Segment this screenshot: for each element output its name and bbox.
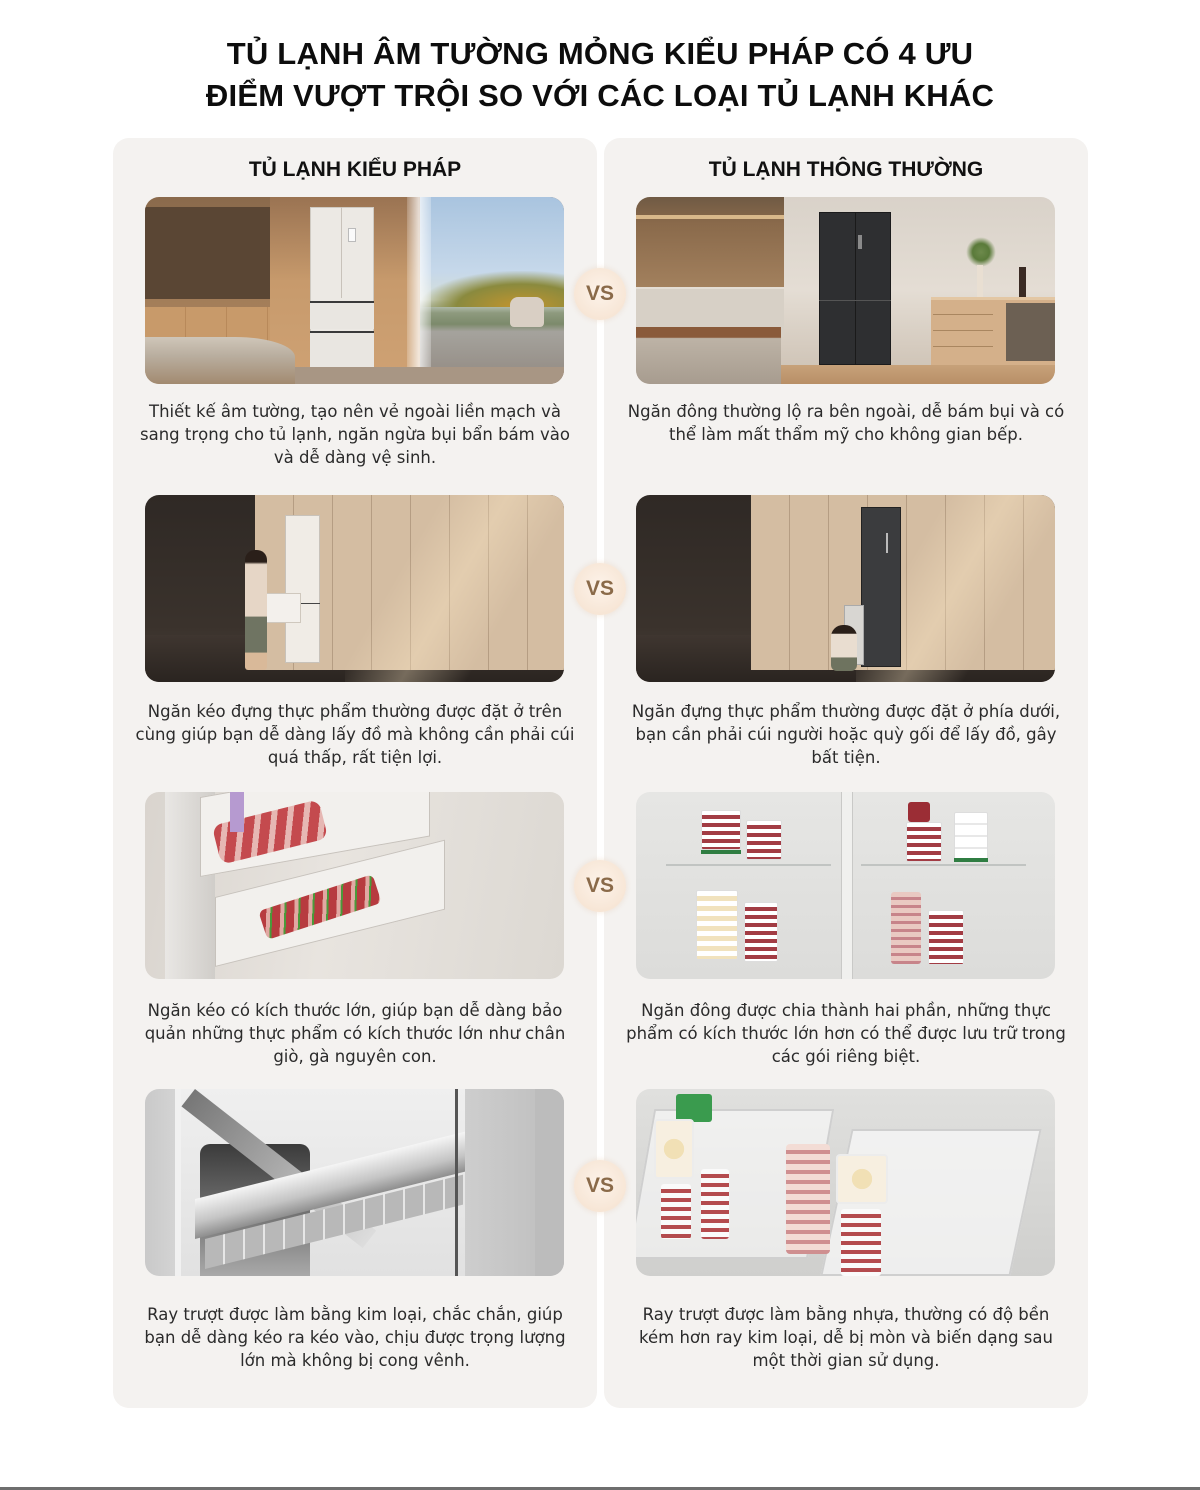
french-desc-3: Ngăn kéo có kích thước lớn, giúp bạn dễ dàng bảo quản những thực phẩm có kích thước lớn như chân giò, gà nguyên con. [144,1001,566,1066]
vs-badge-3: VS [574,860,626,912]
column-title-standard: TỦ LẠNH THÔNG THƯỜNG [708,158,984,181]
photo-metal-rails [145,1089,564,1276]
vs-badge-2: VS [574,563,626,615]
standard-desc-3: Ngăn đông được chia thành hai phần, những thực phẩm có kích thước lớn hơn có thể được lưu trữ trong các gói riêng biệt. [626,1001,1066,1066]
standard-desc-2: Ngăn đựng thực phẩm thường được đặt ở phía dưới, bạn cần phải cúi người hoặc quỳ gối để lấy đồ, gây bất tiện. [631,702,1061,767]
vs-badge-1: VS [574,268,626,320]
photo-split-freezer [636,792,1055,979]
standard-desc-4: Ray trượt được làm bằng nhựa, thường có độ bền kém hơn ray kim loại, dễ bị mòn và biến dạng sau một thời gian sử dụng. [639,1305,1053,1370]
french-desc-2: Ngăn kéo đựng thực phẩm thường được đặt ở trên cùng giúp bạn dễ dàng lấy đồ mà không cần phải cúi quá thấp, rất tiện lợi. [135,702,575,767]
photo-large-drawers-meat [145,792,564,979]
person-standing-icon [245,550,267,670]
photo-plastic-bins [636,1089,1055,1276]
french-desc-4: Ray trượt được làm bằng kim loại, chắc chắn, giúp bạn dễ dàng kéo ra kéo vào, chịu được trọng lượng lớn mà không bị cong vênh. [144,1305,566,1370]
standard-desc-1: Ngăn đông thường lộ ra bên ngoài, dễ bám bụi và có thể làm mất thẩm mỹ cho không gian bếp. [627,402,1065,444]
french-fridge-column [113,138,597,1408]
photo-woman-kneeling [636,495,1055,682]
vs-badge-4: VS [574,1160,626,1212]
french-desc-1: Thiết kế âm tường, tạo nên vẻ ngoài liền mạch và sang trọng cho tủ lạnh, ngăn ngừa bụi bẩn bám vào và dễ dàng vệ sinh. [140,402,570,467]
standard-fridge-column [604,138,1088,1408]
column-title-french: TỦ LẠNH KIỂU PHÁP [248,158,462,181]
photo-woman-top-drawer [145,495,564,682]
page-title-line-1: TỦ LẠNH ÂM TƯỜNG MỎNG KIỂU PHÁP CÓ 4 ƯU [226,36,974,71]
person-kneeling-icon [831,625,857,671]
page-title [0,33,1200,117]
page-title-line-2: ĐIỂM VƯỢT TRỘI SO VỚI CÁC LOẠI TỦ LẠNH KHÁC [205,78,995,113]
photo-built-in-white-fridge [145,197,564,384]
photo-black-fridge-kitchen [636,197,1055,384]
